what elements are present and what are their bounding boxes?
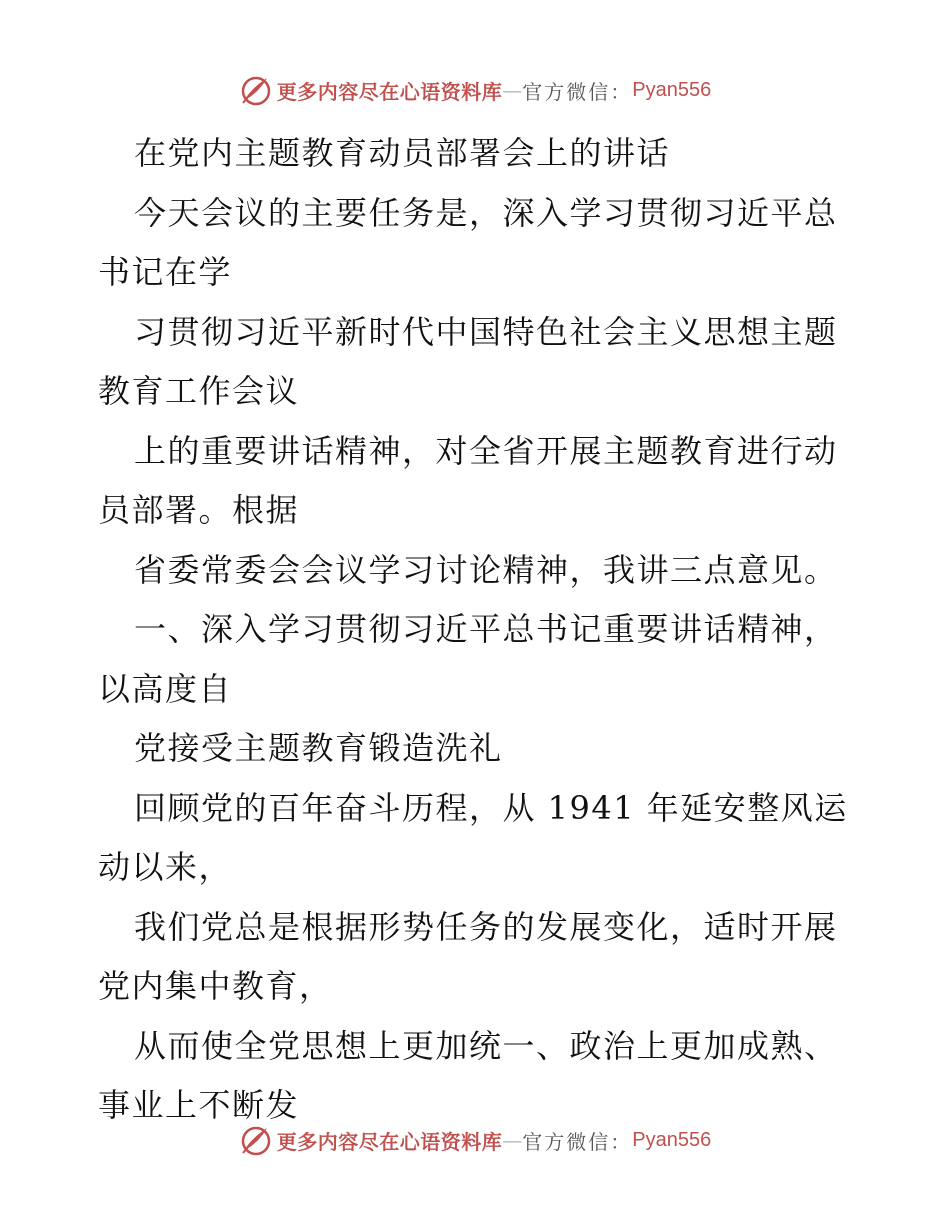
paragraph-line: 今天会议的主要任务是，深入学习贯彻习近平总 <box>134 193 838 232</box>
paragraph-line: 我们党总是根据形势任务的发展变化，适时开展 <box>134 907 838 946</box>
paragraph-line: 从而使全党思想上更加统一、政治上更加成熟、 <box>134 1026 838 1065</box>
paragraph-line: 回顾党的百年奋斗历程，从 1941 年延安整风运 <box>134 788 848 827</box>
document-body <box>98 124 858 1136</box>
footer-separator: — <box>502 1128 523 1152</box>
footer-contact-label: 官方微信： <box>522 1129 633 1154</box>
header-contact-id: Pyan556 <box>632 78 712 101</box>
paragraph-line: 习贯彻习近平新时代中国特色社会主义思想主题 <box>134 312 838 351</box>
footer-contact-id: Pyan556 <box>632 1128 712 1151</box>
footer-brand-text: 更多内容尽在心语资料库 <box>276 1129 503 1154</box>
section-heading-line: 党接受主题教育锻造洗礼 <box>134 729 503 767</box>
section-heading-line: 以高度自 <box>98 669 233 708</box>
footer-banner <box>0 1120 950 1160</box>
paragraph-line: 党内集中教育， <box>98 967 333 1005</box>
document-title: 在党内主题教育动员部署会上的讲话 <box>134 134 671 172</box>
paragraph-line: 员部署。根据 <box>98 491 300 529</box>
header-brand-text: 更多内容尽在心语资料库 <box>276 79 503 104</box>
paragraph-line: 省委常委会会议学习讨论精神，我讲三点意见。 <box>134 550 838 589</box>
paragraph-line: 书记在学 <box>98 253 233 291</box>
paragraph-line: 事业上不断发 <box>98 1086 300 1124</box>
paragraph-line: 上的重要讲话精神，对全省开展主题教育进行动 <box>134 431 838 470</box>
section-heading-line: 一、深入学习贯彻习近平总书记重要讲话精神， <box>134 610 838 648</box>
quill-pen-logo-icon <box>239 1123 273 1157</box>
quill-pen-logo-icon <box>239 73 273 107</box>
header-contact-label: 官方微信： <box>522 79 633 104</box>
paragraph-line: 教育工作会议 <box>98 372 300 410</box>
paragraph-line: 动以来， <box>98 848 233 886</box>
header-banner <box>0 70 950 110</box>
header-separator: — <box>502 78 523 102</box>
